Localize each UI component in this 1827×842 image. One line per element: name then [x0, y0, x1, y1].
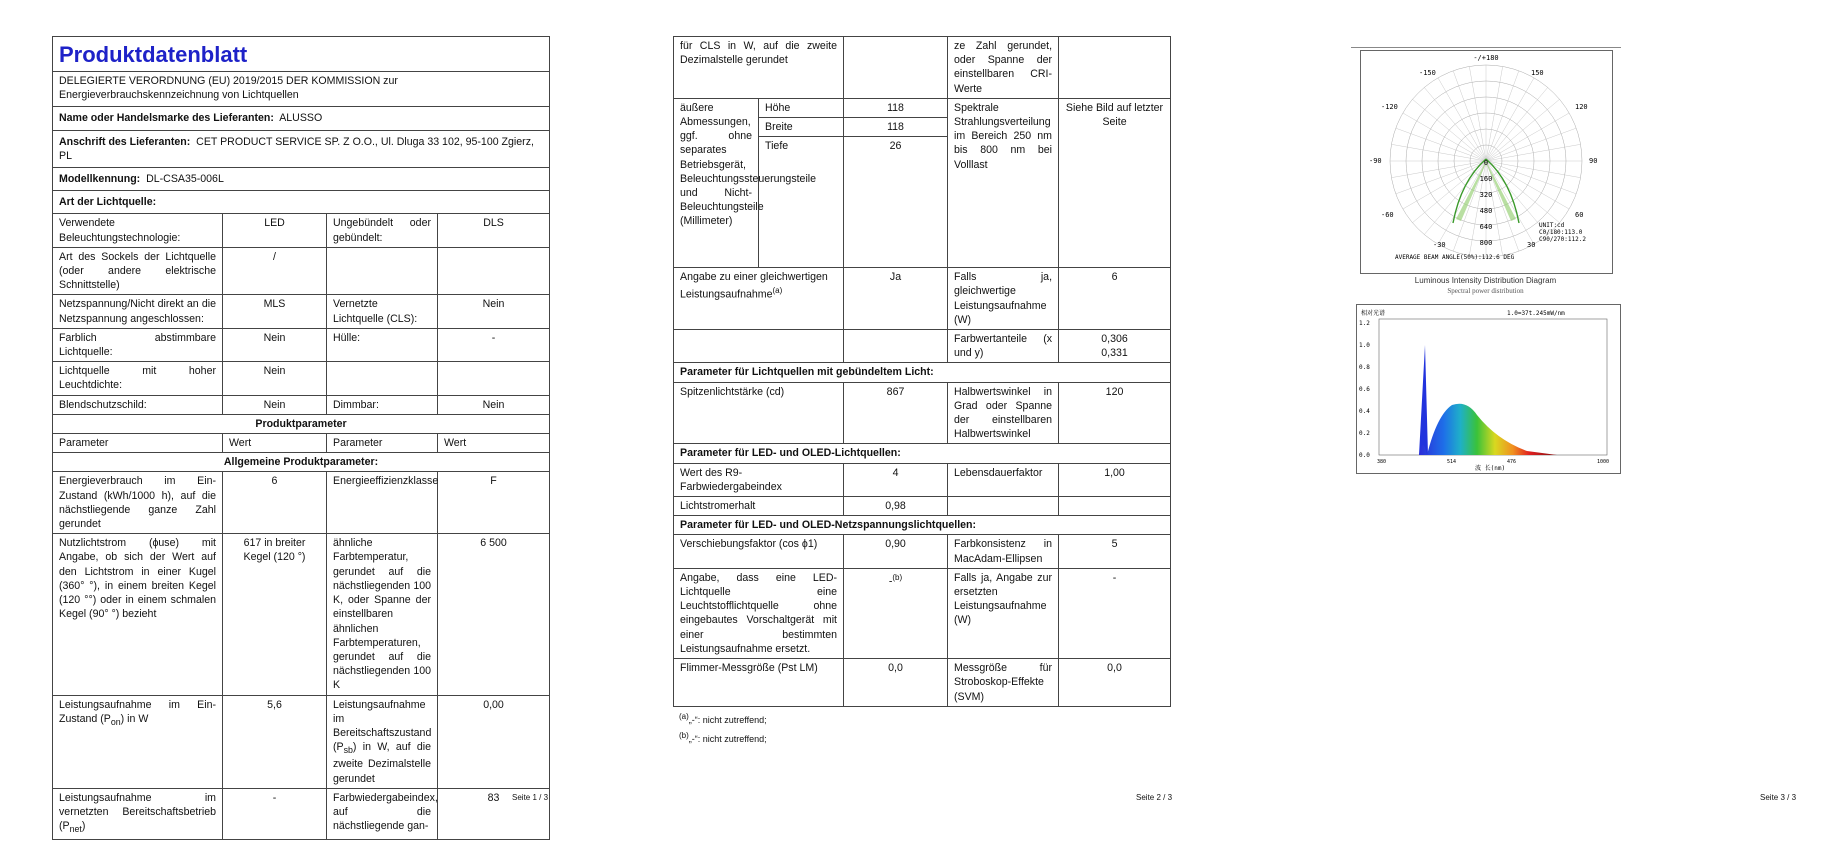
param-label: Verschiebungsfaktor (cos ϕ1): [674, 535, 844, 568]
x-tick: 514: [1447, 459, 1457, 465]
param-label: Wert des R9-Farbwiedergabeindex: [674, 463, 844, 496]
attr-label: Netzspannung/Nicht direkt an die Netzspannung angeschlossen:: [53, 295, 223, 328]
attr-value: MLS: [223, 295, 327, 328]
empty-cell: [1059, 497, 1171, 516]
attr-label: Dimmbar:: [327, 395, 438, 414]
attr-value: -: [438, 328, 550, 361]
model-row: [53, 168, 550, 191]
power-net-label: Leistungsaufnahme im vernetzten Bereitschaftsbetrieb (P: [59, 791, 216, 833]
supplier-address-row: [53, 130, 550, 167]
radial-label: 640: [1479, 223, 1493, 231]
angle-label: -30: [1433, 241, 1446, 249]
attr-label: [327, 247, 438, 295]
angle-label: -/+180: [1473, 54, 1499, 62]
light-source-type-header: Art der Lichtquelle:: [53, 191, 550, 214]
supplier-address: CET PRODUCT SERVICE SP. Z O.O., Ul. Dluga 33 102, 95-100 Zgierz, PL: [59, 135, 534, 162]
spectrum-ylabel: 相对光谱: [1361, 310, 1386, 317]
page-footer: Seite 1 / 3: [512, 793, 549, 802]
param-label: Farbwiedergabeindex, auf die nächstliegende gan-: [327, 788, 438, 839]
power-net-tail: ): [81, 820, 86, 833]
replace-value: -: [888, 575, 893, 588]
dim-key: Höhe: [759, 98, 844, 117]
spectrum-xlabel: 波 长(nm): [1475, 465, 1506, 472]
x-tick: 1000: [1597, 459, 1610, 465]
empty-cell: [674, 330, 844, 363]
footnote-b: [679, 728, 1170, 747]
col-header-value: Wert: [223, 434, 327, 453]
param-value: [844, 37, 948, 99]
footnote-mark: (a): [772, 286, 783, 296]
param-value: 867: [844, 382, 948, 444]
attr-label: Ungebündelt oder gebündelt:: [327, 214, 438, 247]
polar-legend: C0/180:113.0: [1539, 229, 1583, 236]
param-label-cont: ze Zahl gerundet, oder Spanne der einstellbaren CRI-Werte: [948, 37, 1059, 99]
beam-angle-text: AVERAGE BEAM ANGLE(50%):112.6 DEG: [1395, 254, 1515, 261]
polar-intensity-diagram: [1360, 50, 1613, 274]
polar-legend: C90/270:112.2: [1539, 236, 1586, 243]
page-1: [52, 36, 549, 840]
spectrum-caption: Spectral power distribution: [1447, 287, 1524, 295]
angle-label: -150: [1419, 69, 1436, 77]
supplier-address-label: Anschrift des Lieferanten:: [59, 135, 191, 148]
spectral-distribution-chart: [1356, 304, 1621, 474]
param-value: -: [223, 788, 327, 839]
footnote-text: „-“: nicht zutreffend;: [688, 714, 767, 725]
spectral-label: Spektrale Strahlungsverteilung im Bereich 250 nm bis 800 nm bei Volllast: [948, 98, 1059, 267]
attr-value: Nein: [438, 395, 550, 414]
param-label: Farbwertanteile (x und y): [948, 330, 1059, 363]
attr-value: [438, 247, 550, 295]
param-value: Ja: [844, 268, 948, 330]
attr-label: Hülle:: [327, 328, 438, 361]
param-label: Halbwertswinkel in Grad oder Spanne der einstellbaren Halbwertswinkel: [948, 382, 1059, 444]
param-label: Energieverbrauch im Ein-Zustand (kWh/1000 h), auf die nächstliegende ganze Zahl gerundet: [53, 472, 223, 534]
param-value: F: [438, 472, 550, 534]
col-header-param: Parameter: [53, 434, 223, 453]
spectral-value: Siehe Bild auf letzter Seite: [1059, 98, 1171, 267]
param-value: 1,00: [1059, 463, 1171, 496]
chroma-x: 0,306: [1101, 333, 1128, 346]
param-label: Angabe, dass eine LED-Lichtquelle eine Leuchtstofflichtquelle ohne eingebautes Vorschaltgerät mit einer bestimmten Leistungsaufnahme ersetzt.: [674, 568, 844, 658]
page-footer: Seite 3 / 3: [1760, 793, 1797, 802]
angle-label: 60: [1575, 211, 1584, 219]
general-params-header: Allgemeine Produktparameter:: [53, 453, 550, 472]
param-label: Nutzlichtstrom (ϕuse) mit Angabe, ob sich der Wert auf den Lichtstrom in einer Kugel (360° °), in einem breiten Kegel (120 °°) oder in einem schmalen Kegel (90° °) bezieht: [53, 534, 223, 695]
param-value: 0,00: [438, 695, 550, 788]
param-label: Messgröße für Stroboskop-Effekte (SVM): [948, 659, 1059, 707]
regulation-text: DELEGIERTE VERORDNUNG (EU) 2019/2015 DER KOMMISSION zur Energieverbrauchskennzeichnung von Lichtquellen: [53, 72, 550, 107]
param-label: Falls ja, gleichwertige Leistungsaufnahme (W): [948, 268, 1059, 330]
spectrum-area: [1419, 404, 1557, 455]
radial-label: 320: [1479, 191, 1493, 199]
mains-header: Parameter für LED- und OLED-Netzspannungslichtquellen:: [674, 516, 1171, 535]
datasheet-table-page1: [52, 36, 550, 840]
attr-label: Vernetzte Lichtquelle (CLS):: [327, 295, 438, 328]
attr-value: /: [223, 247, 327, 295]
blue-peak: [1407, 345, 1428, 455]
dim-key: Tiefe: [759, 137, 844, 268]
y-tick: 0.0: [1359, 452, 1370, 459]
supplier-name-row: [53, 107, 550, 130]
power-on-tail: ) in W: [120, 712, 149, 725]
directional-header: Parameter für Lichtquellen mit gebündeltem Licht:: [674, 363, 1171, 382]
param-label: ähnliche Farbtemperatur, gerundet auf die nächstliegenden 100 K, oder Spanne der einstellbaren ähnlichen Farbtemperaturen, gerundet auf die nächstliegenden 100 K: [327, 534, 438, 695]
param-label: Falls ja, Angabe zur ersetzten Leistungsaufnahme (W): [948, 568, 1059, 658]
param-value: 5: [1059, 535, 1171, 568]
dim-key: Breite: [759, 118, 844, 137]
polar-unit: UNIT:cd: [1539, 222, 1565, 229]
col-header-value: Wert: [438, 434, 550, 453]
led-header: Parameter für LED- und OLED-Lichtquellen:: [674, 444, 1171, 463]
power-on-sub: on: [110, 716, 121, 727]
footnote-text: „-“: nicht zutreffend;: [688, 733, 767, 744]
param-value: 0,0: [1059, 659, 1171, 707]
attr-label: Art des Sockels der Lichtquelle (oder andere elektrische Schnittstelle): [53, 247, 223, 295]
param-label: Flimmer-Messgröße (Pst LM): [674, 659, 844, 707]
footnote-mark: (b): [679, 730, 689, 740]
angle-label: -60: [1381, 211, 1394, 219]
y-tick: 0.8: [1359, 364, 1370, 371]
y-tick: 1.2: [1359, 320, 1370, 327]
param-value: 5,6: [223, 695, 327, 788]
polar-caption: Luminous Intensity Distribution Diagram: [1414, 276, 1557, 285]
page-2: [673, 36, 1170, 747]
angle-label: 30: [1527, 241, 1536, 249]
param-label: [674, 268, 844, 330]
param-label: Lichtstromerhalt: [674, 497, 844, 516]
param-value: 120: [1059, 382, 1171, 444]
attr-value: DLS: [438, 214, 550, 247]
param-label: Spitzenlichtstärke (cd): [674, 382, 844, 444]
page-footer: Seite 2 / 3: [1136, 793, 1173, 802]
y-tick: 0.6: [1359, 386, 1370, 393]
col-header-param: Parameter: [327, 434, 438, 453]
radial-label: 480: [1479, 207, 1493, 215]
radial-label: 800: [1479, 239, 1493, 247]
attr-value: LED: [223, 214, 327, 247]
equiv-label: Angabe zu einer gleichwertigen Leistungsaufnahme: [680, 271, 828, 301]
param-label: Lebensdauerfaktor: [948, 463, 1059, 496]
attr-label: Lichtquelle mit hoher Leuchtdichte:: [53, 362, 223, 395]
param-label: [53, 788, 223, 839]
x-tick: 476: [1507, 459, 1517, 465]
param-value: [844, 568, 948, 658]
y-tick: 0.2: [1359, 430, 1370, 437]
dim-value: 118: [844, 118, 948, 137]
dimensions-label: äußere Abmessungen, ggf. ohne separates Betriebsgerät, Beleuchtungssteuerungsteile und Nicht-Beleuchtungsteile (Millimeter): [674, 98, 759, 267]
footnotes: [673, 709, 1170, 747]
empty-cell: [948, 497, 1059, 516]
param-value: 617 in breiter Kegel (120 °): [223, 534, 327, 695]
supplier-name: ALUSSO: [279, 112, 323, 125]
y-tick: 0.4: [1359, 408, 1370, 415]
polar-svg: [1361, 51, 1612, 273]
attr-value: Nein: [438, 295, 550, 328]
attr-label: [327, 362, 438, 395]
power-on-label: Leistungsaufnahme im Ein-Zustand (P: [59, 698, 216, 725]
product-params-header: Produktparameter: [53, 414, 550, 433]
power-net-sub: net: [69, 824, 82, 835]
model-id: DL-CSA35-006L: [146, 173, 224, 186]
param-value: 0,0: [844, 659, 948, 707]
param-label: [327, 695, 438, 788]
attr-label: Farblich abstimmbare Lichtquelle:: [53, 328, 223, 361]
radial-label: 0: [1483, 159, 1489, 167]
supplier-name-label: Name oder Handelsmarke des Lieferanten:: [59, 112, 274, 125]
angle-label: 120: [1575, 103, 1588, 111]
footnote-a: [679, 709, 1170, 728]
param-value: [1059, 330, 1171, 363]
angle-label: 150: [1531, 69, 1544, 77]
radial-label: 160: [1479, 175, 1493, 183]
footnote-mark: (a): [679, 711, 689, 721]
datasheet-table-page2: [673, 36, 1171, 707]
param-value: 6: [1059, 268, 1171, 330]
angle-label: 90: [1589, 157, 1598, 165]
attr-value: Nein: [223, 362, 327, 395]
power-sb-tail: ) in W, auf die zweite Dezimalstelle gerundet: [333, 741, 431, 785]
dim-value: 26: [844, 137, 948, 268]
model-label: Modellkennung:: [59, 173, 141, 186]
param-value: -: [1059, 568, 1171, 658]
dim-value: 118: [844, 98, 948, 117]
chroma-y: 0,331: [1101, 347, 1128, 360]
param-value: 0,90: [844, 535, 948, 568]
empty-cell: [844, 330, 948, 363]
footnote-mark: (b): [892, 572, 903, 582]
param-label: [53, 695, 223, 788]
param-value: 6 500: [438, 534, 550, 695]
x-tick: 380: [1377, 459, 1387, 465]
y-tick: 1.0: [1359, 342, 1370, 349]
page-title: Produktdatenblatt: [53, 37, 550, 72]
spectrum-svg: [1357, 305, 1620, 473]
param-value: 83: [438, 788, 550, 839]
attr-label: Blendschutzschild:: [53, 395, 223, 414]
attr-value: Nein: [223, 328, 327, 361]
param-label-cont: für CLS in W, auf die zweite Dezimalstelle gerundet: [674, 37, 844, 99]
param-value: 4: [844, 463, 948, 496]
angle-label: -120: [1381, 103, 1398, 111]
page-3: [1344, 36, 1644, 486]
figure-frame-line: [1351, 47, 1621, 48]
attr-label: Verwendete Beleuchtungstechnologie:: [53, 214, 223, 247]
angle-label: -90: [1369, 157, 1382, 165]
param-value: 6: [223, 472, 327, 534]
attr-value: [438, 362, 550, 395]
param-value: 0,98: [844, 497, 948, 516]
attr-value: Nein: [223, 395, 327, 414]
param-label: Energieeffizienzklasse: [327, 472, 438, 534]
param-label: Farbkonsistenz in MacAdam-Ellipsen: [948, 535, 1059, 568]
power-sb-label: Leistungsaufnahme im Bereitschaftszustand (P: [333, 698, 432, 754]
power-sb-sub: sb: [343, 745, 353, 756]
param-value: [1059, 37, 1171, 99]
spectrum-info: 1.0=37t.245mW/nm: [1507, 310, 1565, 317]
